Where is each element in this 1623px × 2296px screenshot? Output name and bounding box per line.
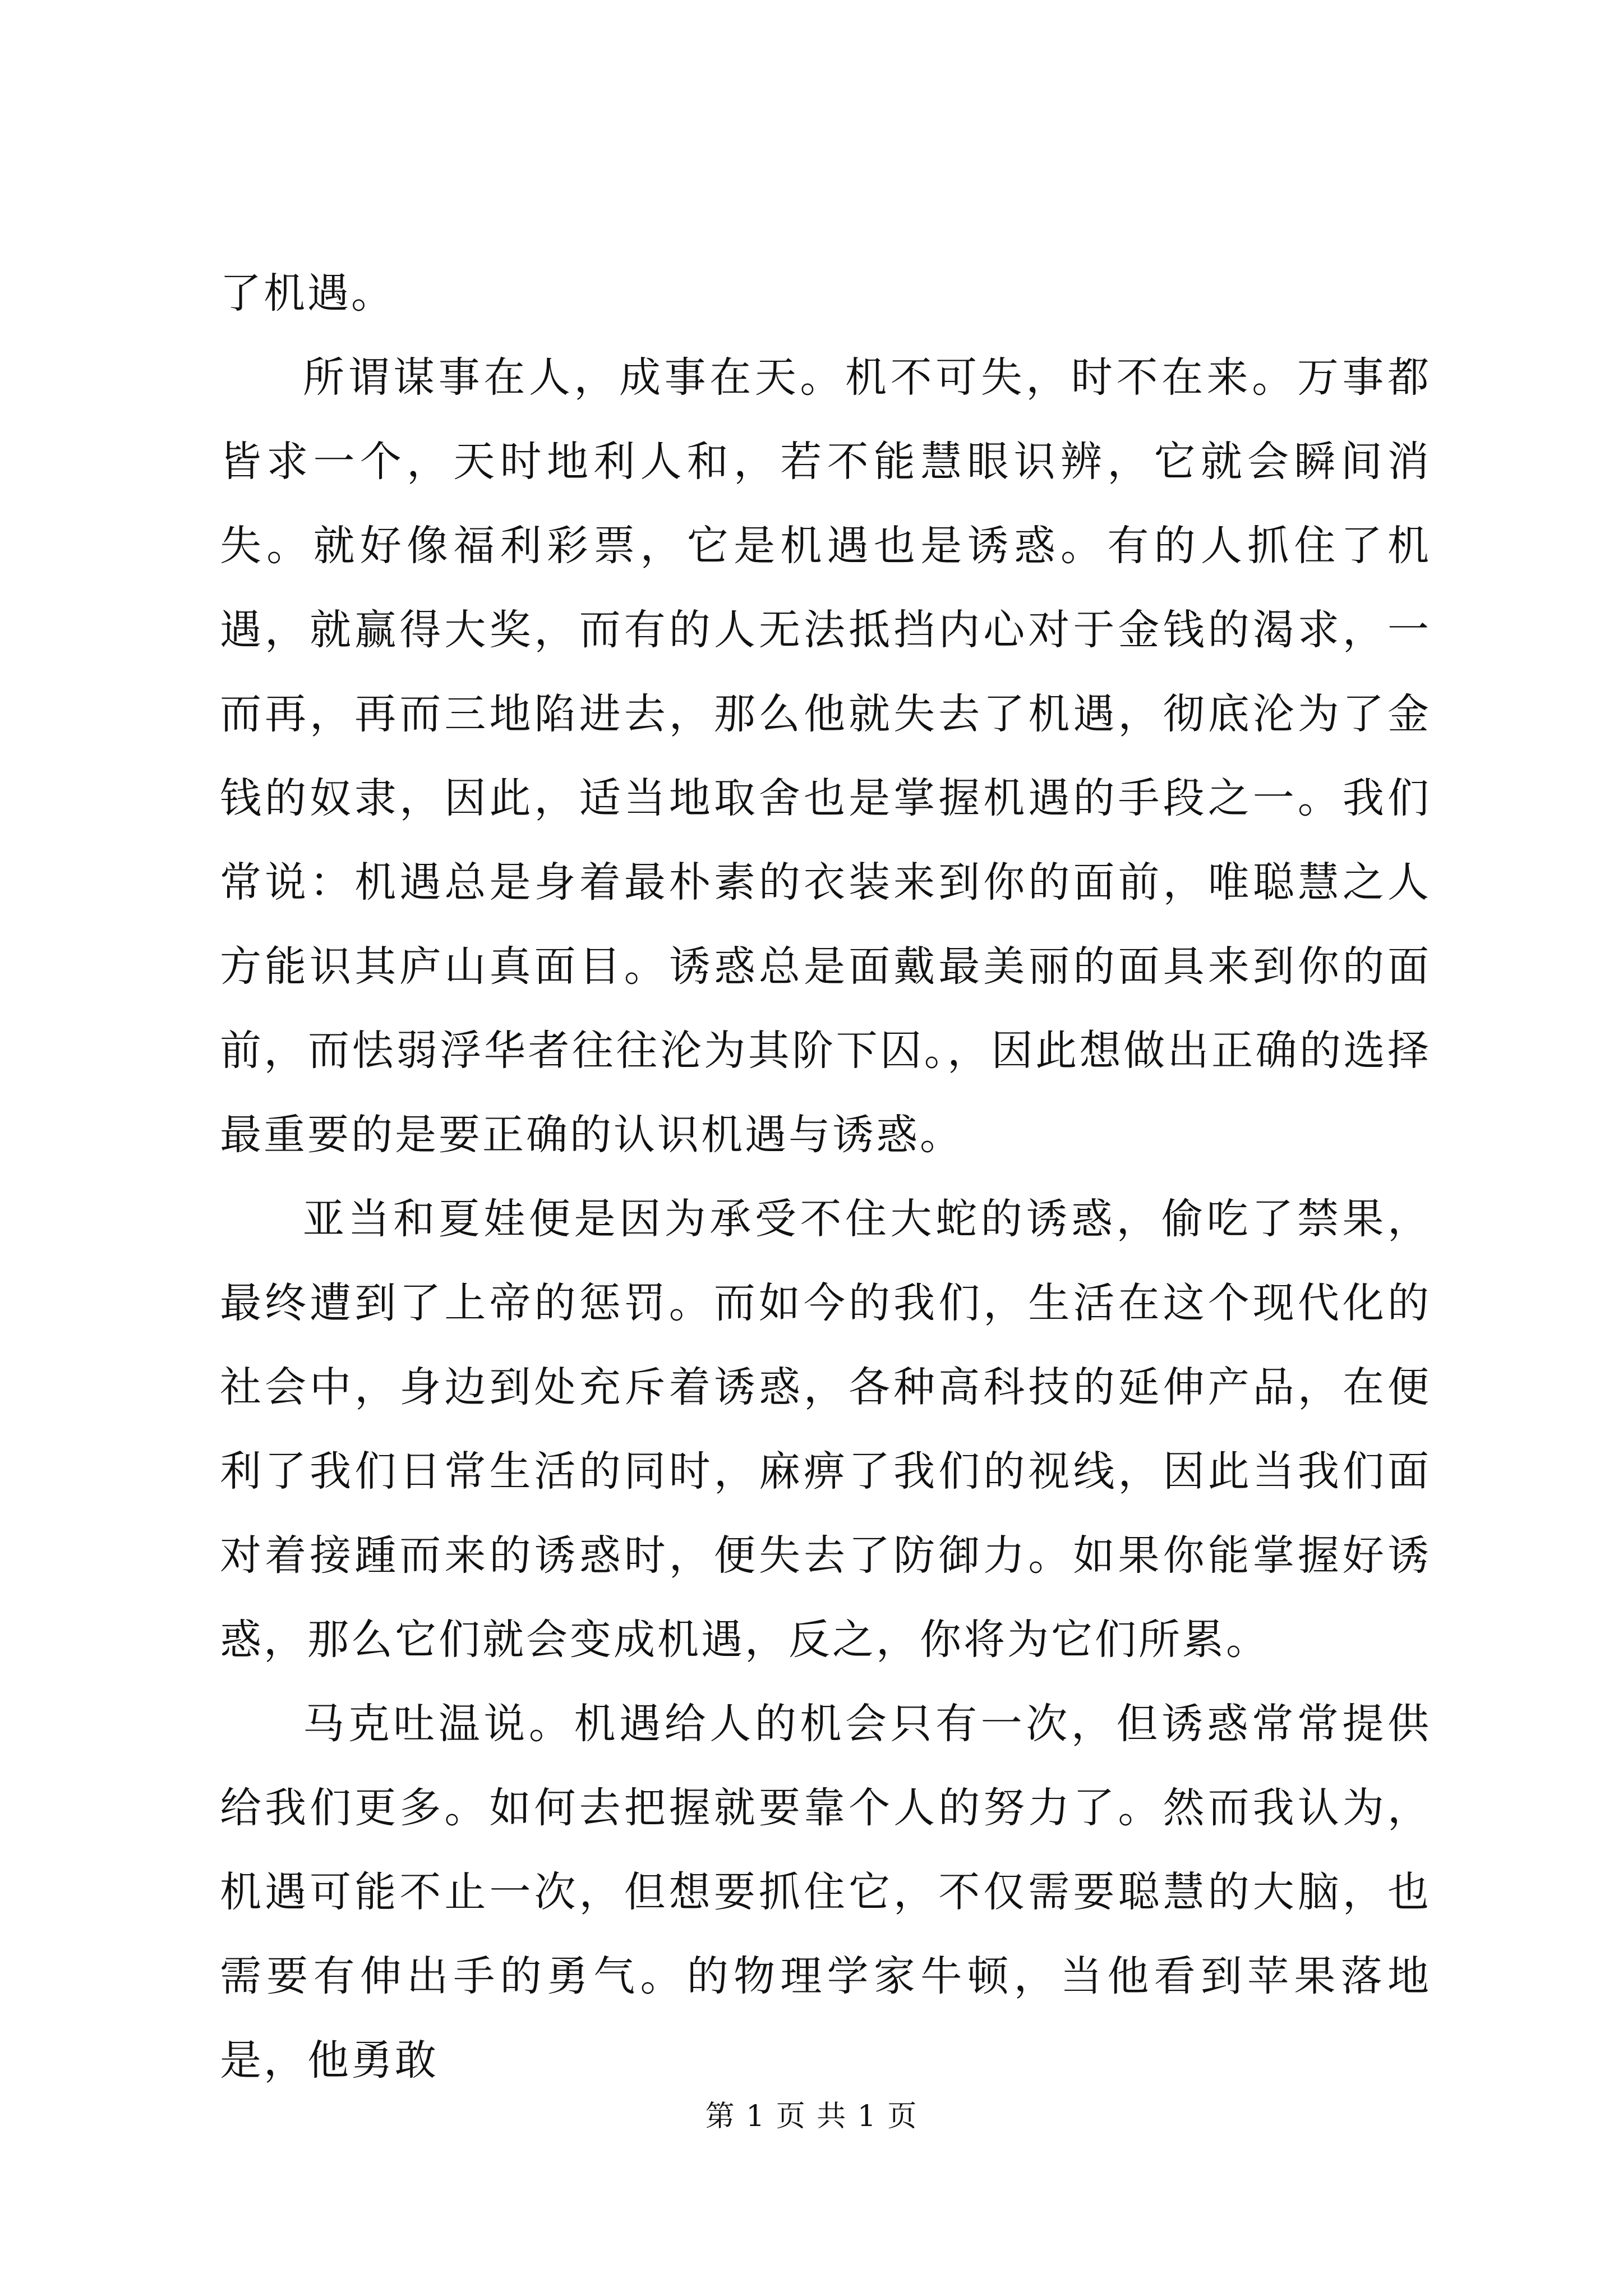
document-body	[220, 251, 1431, 2102]
paragraph-1: 了机遇。	[220, 269, 395, 318]
paragraph-4: 马克吐温说。机遇给人的机会只有一次，但诱惑常常提供给我们更多。如何去把握就要靠个人的努力了。然而我认为，机遇可能不止一次，但想要抓住它，不仅需要聪慧的大脑，也需要有伸出手的勇气。的物理学家牛顿，当他看到苹果落地是，他勇敢	[220, 1700, 1431, 2085]
paragraph-2: 所谓谋事在人，成事在天。机不可失，时不在来。万事都皆求一个，天时地利人和，若不能慧眼识辨，它就会瞬间消失。就好像福利彩票，它是机遇也是诱惑。有的人抓住了机遇，就赢得大奖，而有的人无法抵挡内心对于金钱的渴求，一而再，再而三地陷进去，那么他就失去了机遇，彻底沦为了金钱的奴隶，因此，适当地取舍也是掌握机遇的手段之一。我们常说：机遇总是身着最朴素的衣装来到你的面前，唯聪慧之人方能识其庐山真面目。诱惑总是面戴最美丽的面具来到你的面前，而怯弱浮华者往往沦为其阶下囚。，因此想做出正确的选择最重要的是要正确的认识机遇与诱惑。	[220, 353, 1431, 1159]
page-footer: 第 1 页 共 1 页	[705, 2100, 918, 2133]
paragraph-3: 亚当和夏娃便是因为承受不住大蛇的诱惑，偷吃了禁果，最终遭到了上帝的惩罚。而如今的我们，生活在这个现代化的社会中，身边到处充斥着诱惑，各种高科技的延伸产品，在便利了我们日常生活的同时，麻痹了我们的视线，因此当我们面对着接踵而来的诱惑时，便失去了防御力。如果你能掌握好诱惑，那么它们就会变成机遇，反之，你将为它们所累。	[220, 1195, 1431, 1664]
